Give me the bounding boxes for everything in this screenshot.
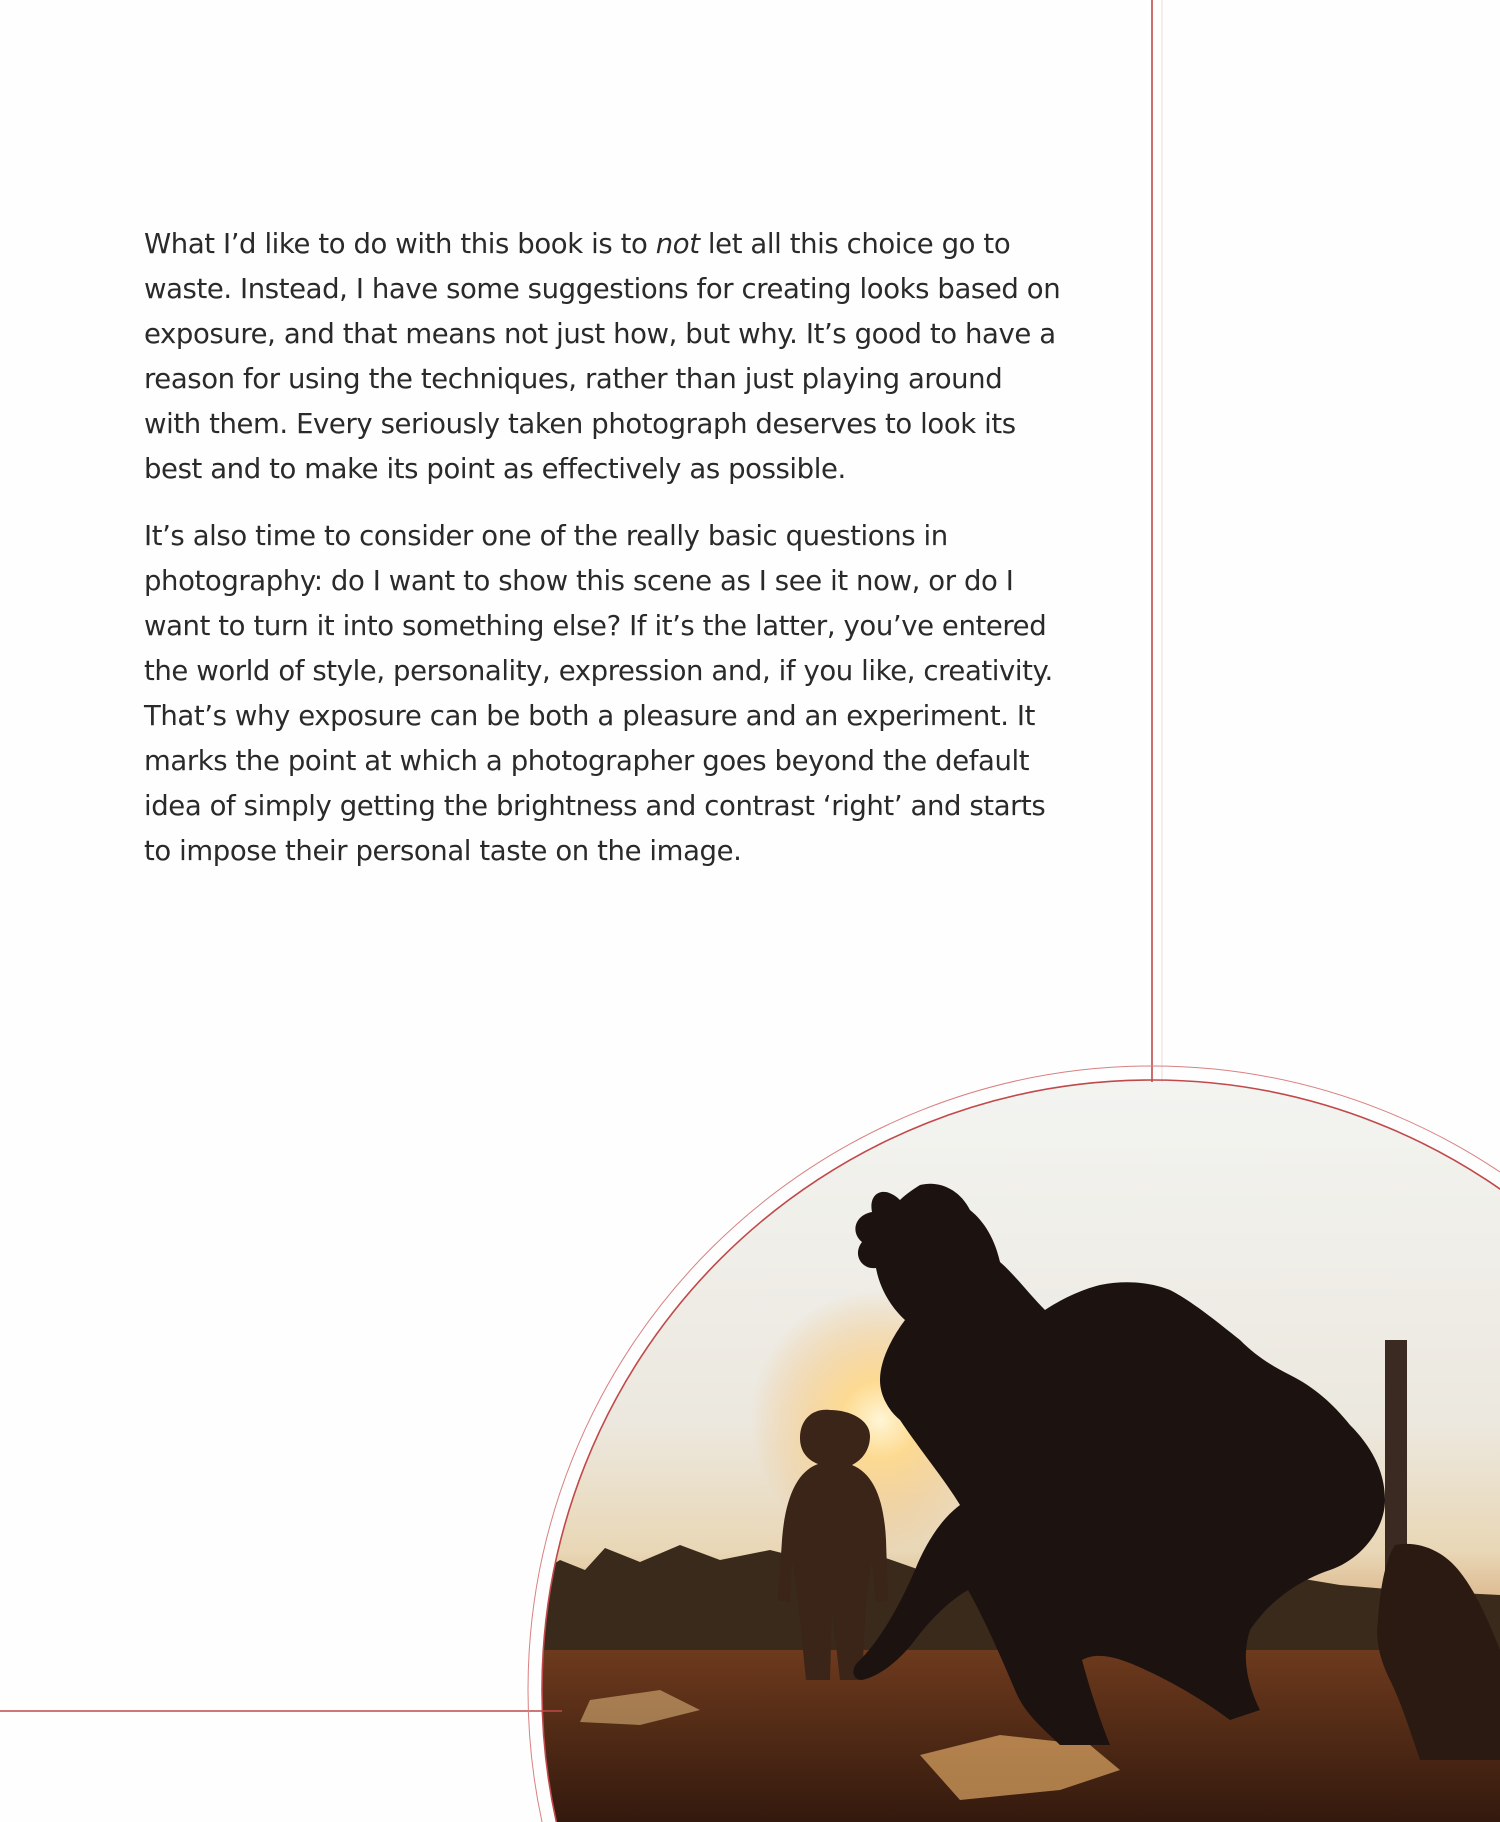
paragraph-1-part-b: let all this choice go to waste. Instead, I have some suggestions for creating looks based on exposure, and that means not just how, but why. It’s good to have a reason for using the techniques, rather than just playing around with them. Every seriously taken photograph deserves to look its best and to make its point as effectively as possible. [144,228,1061,485]
circular-photo [520,1080,1500,1822]
paragraph-1-emphasis: not [655,228,700,260]
photo-pole [1385,1340,1407,1570]
paragraph-2: It’s also time to consider one of the really basic questions in photography: do I want to show this scene as I see it now, or do I want to turn it into something else? If it’s the latter, you’ve entered the world of style, personality, expression and, if you like, creativity. That’s why exposure can be both a pleasure and an experiment. It marks the point at which a photographer goes beyond the default idea of simply getting the brightness and contrast ‘right’ and starts to impose their personal taste on the image. [144,520,1053,867]
paragraph-1-part-a: What I’d like to do with this book is to [144,228,656,260]
